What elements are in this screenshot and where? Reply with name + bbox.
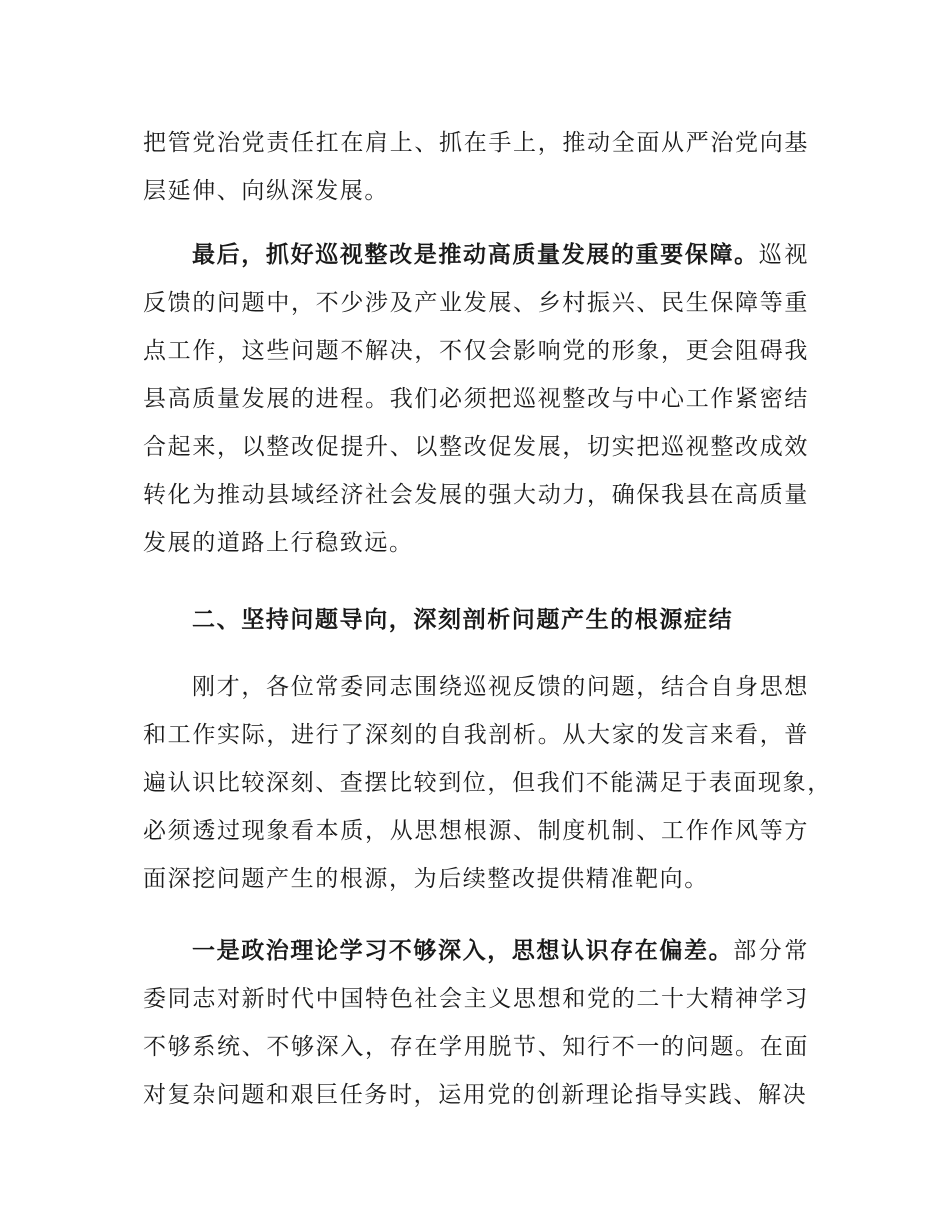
paragraph bbox=[143, 231, 809, 567]
text-line bbox=[143, 167, 809, 215]
paragraph bbox=[143, 119, 809, 215]
text-line bbox=[143, 807, 809, 855]
text-line bbox=[143, 663, 809, 711]
text-line bbox=[143, 596, 809, 644]
line-text: 部分常 bbox=[733, 938, 809, 964]
line-text: 不够系统、不够深入，存在学用脱节、知行不一的问题。在面 bbox=[143, 1034, 809, 1060]
line-text: 合起来，以整改促提升、以整改促发展，切实把巡视整改成效 bbox=[143, 434, 809, 460]
text-line bbox=[143, 471, 809, 519]
line-text: 委同志对新时代中国特色社会主义思想和党的二十大精神学习 bbox=[143, 986, 809, 1012]
line-text: 巡视 bbox=[758, 242, 809, 268]
text-line bbox=[143, 519, 809, 567]
text-line bbox=[143, 927, 809, 975]
paragraph bbox=[143, 927, 809, 1119]
text-line bbox=[143, 1023, 809, 1071]
line-text: 必须透过现象看本质，从思想根源、制度机制、工作作风等方 bbox=[143, 818, 809, 844]
line-text: 层延伸、向纵深发展。 bbox=[143, 178, 389, 204]
line-text: 反馈的问题中，不少涉及产业发展、乡村振兴、民生保障等重 bbox=[143, 290, 809, 316]
line-text: 对复杂问题和艰巨任务时，运用党的创新理论指导实践、解决 bbox=[143, 1082, 808, 1108]
text-line bbox=[143, 375, 809, 423]
paragraph bbox=[143, 663, 832, 903]
text-line bbox=[143, 1071, 809, 1119]
text-line bbox=[143, 423, 809, 471]
text-line bbox=[143, 759, 832, 807]
text-line bbox=[143, 711, 809, 759]
text-line bbox=[143, 231, 809, 279]
text-line bbox=[143, 327, 809, 375]
section-heading bbox=[143, 596, 809, 644]
text-line bbox=[143, 975, 809, 1023]
bold-lead-sentence: 一是政治理论学习不够深入，思想认识存在偏差。 bbox=[192, 938, 734, 964]
text-line bbox=[143, 119, 809, 167]
line-text: 点工作，这些问题不解决，不仅会影响党的形象，更会阻碍我 bbox=[143, 338, 809, 364]
line-text: 转化为推动县域经济社会发展的强大动力，确保我县在高质量 bbox=[143, 482, 809, 508]
line-text: 面深挖问题产生的根源，为后续整改提供精准靶向。 bbox=[143, 866, 709, 892]
bold-lead-sentence: 最后，抓好巡视整改是推动高质量发展的重要保障。 bbox=[192, 242, 759, 268]
text-line bbox=[143, 279, 809, 327]
line-text: 遍认识比较深刻、查摆比较到位，但我们不能满足于表面现象， bbox=[143, 770, 832, 796]
line-text: 和工作实际，进行了深刻的自我剖析。从大家的发言来看，普 bbox=[143, 722, 809, 748]
text-line bbox=[143, 855, 809, 903]
line-text: 把管党治党责任扛在肩上、抓在手上，推动全面从严治党向基 bbox=[143, 130, 809, 156]
line-text: 二、坚持问题导向，深刻剖析问题产生的根源症结 bbox=[192, 606, 734, 633]
line-text: 刚才，各位常委同志围绕巡视反馈的问题，结合自身思想 bbox=[192, 674, 809, 700]
line-text: 县高质量发展的进程。我们必须把巡视整改与中心工作紧密结 bbox=[143, 386, 809, 412]
line-text: 发展的道路上行稳致远。 bbox=[143, 530, 414, 556]
